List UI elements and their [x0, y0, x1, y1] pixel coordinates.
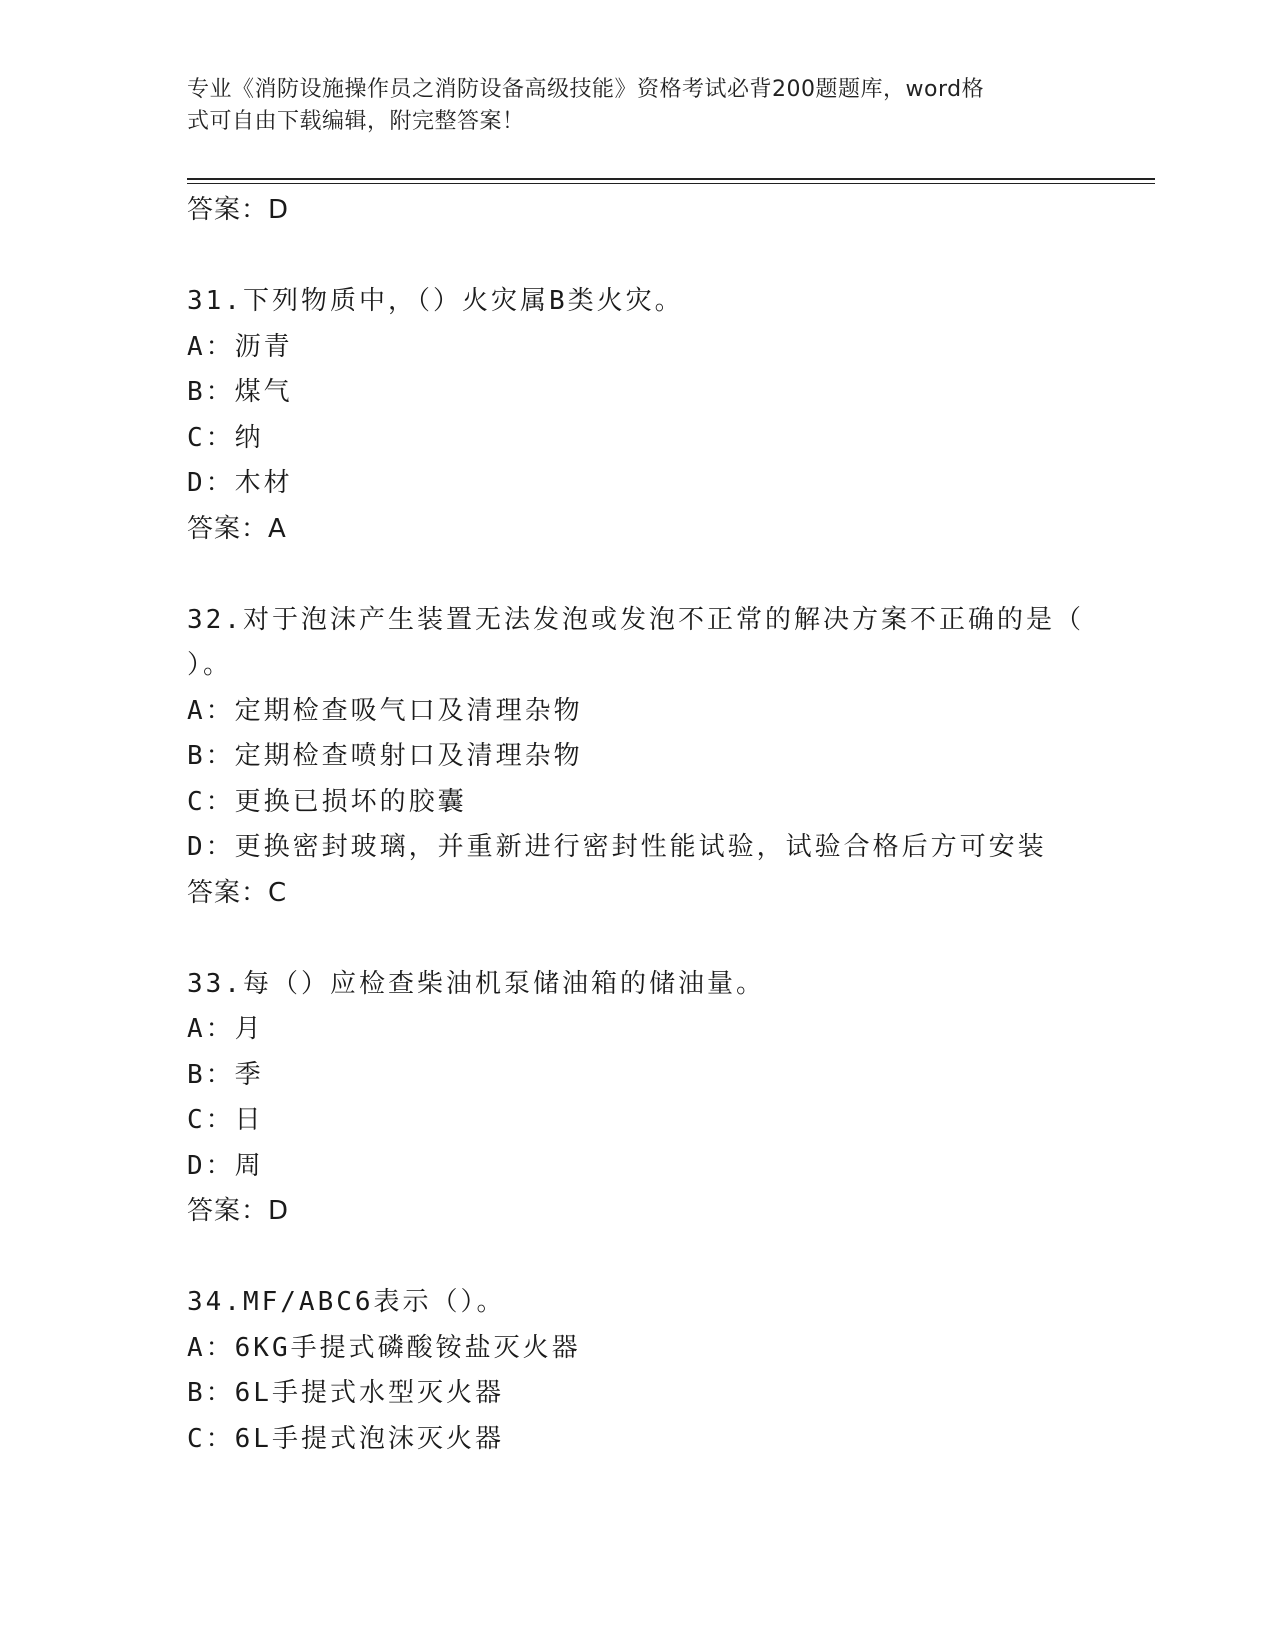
- question-33: [187, 962, 1087, 1235]
- option-a: A：沥青: [187, 331, 293, 362]
- option-b: B：煤气: [187, 377, 293, 407]
- question-answer: 答案：A: [187, 513, 287, 544]
- option-a: A：定期检查吸气口及清理杂物: [187, 695, 583, 726]
- option-d: D：木材: [187, 468, 293, 498]
- option-b: B：定期检查喷射口及清理杂物: [187, 741, 583, 771]
- option-c: C：6L手提式泡沫灭火器: [187, 1423, 504, 1454]
- option-b: B：6L手提式水型灭火器: [187, 1378, 504, 1408]
- spacer: [187, 552, 1087, 598]
- option-c: C：日: [187, 1105, 264, 1135]
- option-c: C：更换已损坏的胶囊: [187, 786, 467, 817]
- previous-answer: 答案：D: [187, 195, 290, 225]
- question-stem-line-1: 32.对于泡沫产生装置无法发泡或发泡不正常的解决方案不正确的是（: [187, 604, 1084, 635]
- option-d: D：周: [187, 1150, 264, 1181]
- question-answer: 答案：C: [187, 877, 288, 908]
- spacer: [187, 916, 1087, 962]
- option-a: A：月: [187, 1014, 264, 1044]
- header-divider-thin: [187, 183, 1155, 184]
- question-stem: 33.每（）应检查柴油机泵储油箱的储油量。: [187, 968, 765, 999]
- spacer: [187, 234, 1087, 280]
- question-list: [187, 188, 1087, 1462]
- question-32: [187, 598, 1087, 917]
- document-header: [187, 74, 1067, 138]
- question-stem-line-2: ）。: [187, 650, 233, 680]
- header-divider-thick: [187, 178, 1155, 180]
- header-line-1: 专业《消防设施操作员之消防设备高级技能》资格考试必背200题题库，word格: [187, 77, 985, 102]
- option-a: A：6KG手提式磷酸铵盐灭火器: [187, 1332, 581, 1363]
- option-d: D：更换密封玻璃，并重新进行密封性能试验，试验合格后方可安装: [187, 832, 1047, 862]
- question-31: [187, 279, 1087, 552]
- option-b: B：季: [187, 1059, 264, 1090]
- question-stem: 34.MF/ABC6表示（）。: [187, 1287, 506, 1317]
- header-line-2: 式可自由下载编辑，附完整答案！: [187, 109, 525, 134]
- spacer: [187, 1235, 1087, 1281]
- option-c: C：纳: [187, 422, 264, 453]
- question-34: [187, 1280, 1087, 1462]
- question-answer: 答案：D: [187, 1196, 290, 1226]
- question-stem: 31.下列物质中，（）火灾属B类火灾。: [187, 286, 684, 316]
